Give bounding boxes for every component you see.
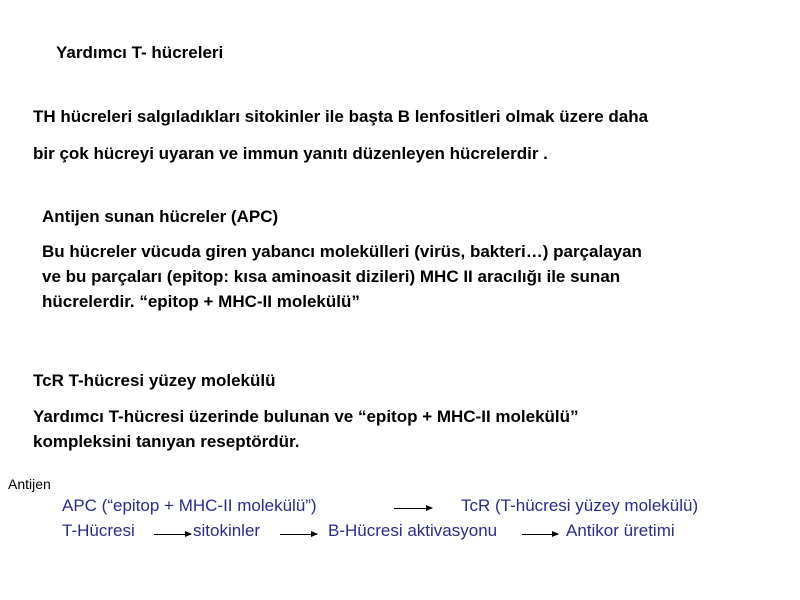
tcr-heading: TcR T-hücresi yüzey molekülü	[33, 371, 276, 390]
arrow-b-cell-to-antikor	[522, 534, 558, 535]
arrow-apc-to-tcr	[394, 508, 432, 509]
t-cell-label: T-Hücresi	[62, 521, 135, 540]
th-line-2: bir çok hücreyi uyaran ve immun yanıtı düzenleyen hücrelerdir .	[33, 144, 548, 163]
antikor-label: Antikor üretimi	[566, 521, 675, 540]
antijen-label: Antijen	[8, 476, 51, 492]
arrow-sitokinler-to-b-cell	[280, 534, 317, 535]
th-line-1: TH hücreleri salgıladıkları sitokinler ile başta B lenfositleri olmak üzere daha	[33, 107, 649, 126]
apc-line-3: hücrelerdir. “epitop + MHC-II molekülü”	[42, 292, 360, 311]
tcr-diagram-label: TcR (T-hücresi yüzey molekülü)	[461, 496, 699, 515]
page-title: Yardımcı T- hücreleri	[56, 43, 224, 62]
sitokinler-label: sitokinler	[193, 521, 261, 540]
tcr-line-2: kompleksini tanıyan reseptördür.	[33, 432, 300, 451]
b-cell-label: B-Hücresi aktivasyonu	[328, 521, 498, 540]
apc-line-2: ve bu parçaları (epitop: kısa aminoasit dizileri) MHC II aracılığı ile sunan	[42, 267, 621, 286]
apc-heading: Antijen sunan hücreler (APC)	[42, 207, 279, 226]
arrow-t-cell-to-sitokinler	[154, 534, 191, 535]
tcr-line-1: Yardımcı T-hücresi üzerinde bulunan ve “epitop + MHC-II molekülü”	[33, 407, 579, 426]
apc-line-1: Bu hücreler vücuda giren yabancı molekülleri (virüs, bakteri…) parçalayan	[42, 242, 642, 261]
apc-diagram-label: APC (“epitop + MHC-II molekülü”)	[62, 496, 317, 515]
